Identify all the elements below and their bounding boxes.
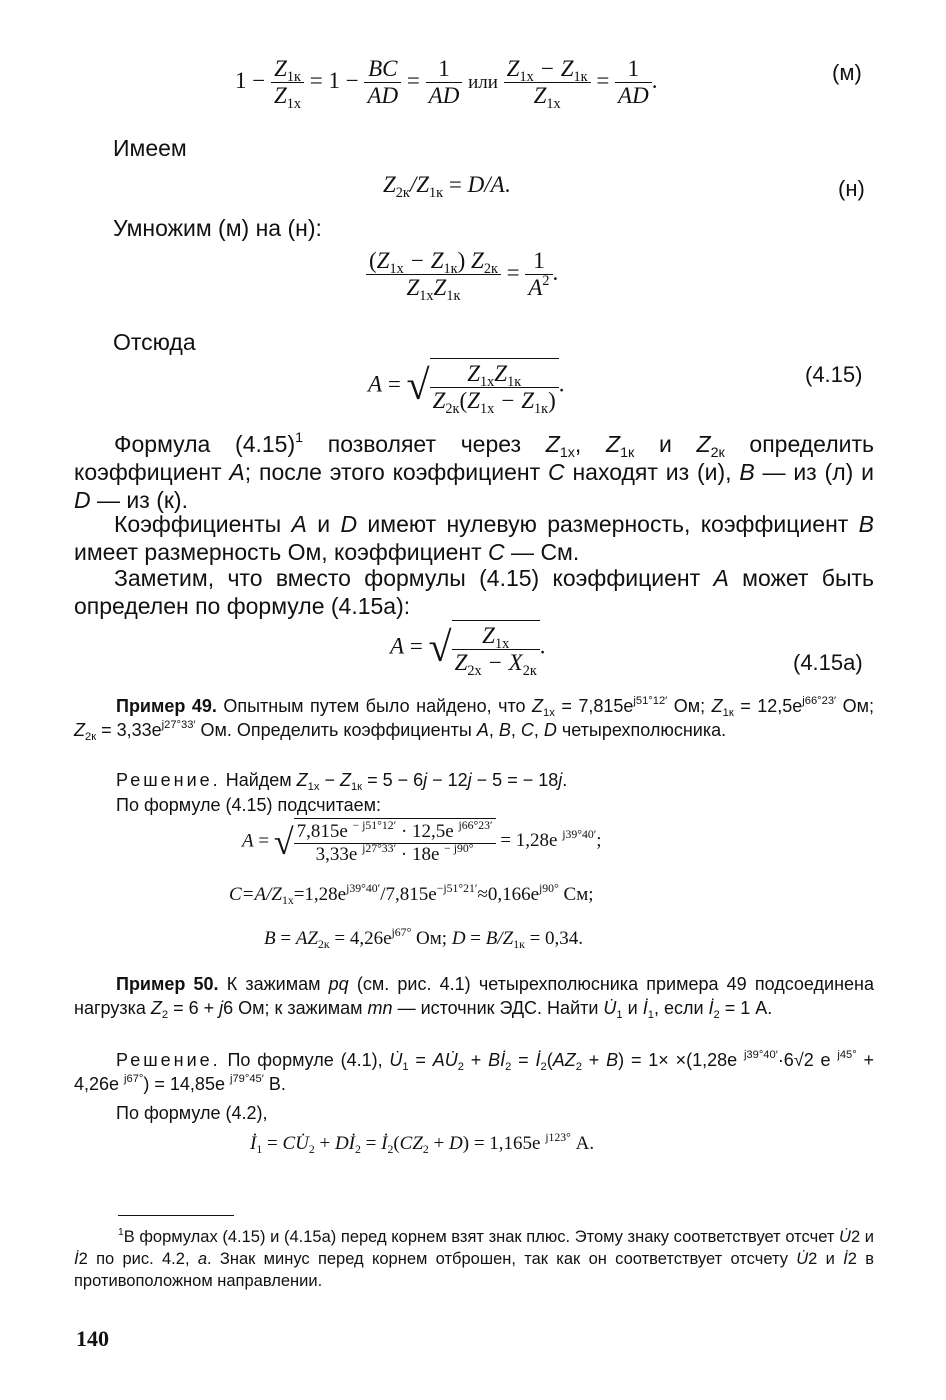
equation-n: $Z_{2к}/Z_{1к} = D/A$.: [383, 172, 511, 201]
equation-number-m: (м): [832, 60, 862, 85]
equation-number-4-15: (4.15): [805, 362, 863, 387]
text-imeem: Имеем: [113, 135, 187, 161]
calc-A: A = √ $\frac{7,815e ^{- j51^\circ 12'} \cdot 12,5e ^{j66^\circ 23'}}{3,33e ^{j27^\circ 33'} \cdot 18e ^{- j90^\circ}}$ = 1,28e $^{j39^\circ 40'}$;: [242, 818, 602, 865]
paragraph-note: Заметим, что вместо формулы (4.15) коэффициент A может быть определен по формуле (4.15а):: [74, 565, 874, 619]
example-50-solution: Решение. По формуле (4.1), $U̇_1$ = $AU̇_2$ + $Bİ_2$ = $İ_2(AZ_2 + B) = 1\times \times(1,28e$ $^{j39^\circ 40'}$·6√2 e $^{j45^\circ}$ + 4,26e $^{j67^\circ}$) = 14,85e $^{j79^\circ 45'}$ В.: [74, 1049, 875, 1094]
equation-number-4-15a: (4.15а): [793, 650, 863, 675]
calc-C: $C=A/Z_{1х}=1,28e^{j39^\circ 40'}/7,815e^{-j51^\circ 21'}\approx 0,166e^{j90^\circ}$ См;: [229, 881, 594, 908]
equation-m: 1 − $\frac{Z_{1к}}{Z_{1х}}$ = 1 − $\frac{BC}{AD}$ = $\frac{1}{AD}$ или $\frac{Z_{1х} - Z_{1к}}{Z_{1х}}$ = $\frac{1}{AD}$ .: [235, 56, 658, 112]
example-50-by-formula: По формуле (4.2),: [116, 1103, 268, 1123]
page-number: 140: [76, 1326, 109, 1351]
example-49: Пример 49. Опытным путем было найдено, что $Z_{1х} = 7,815e^{j51^\circ 12'}$ Ом; $Z_{1к} = 12,5e^{j66^\circ 23'}$ Ом; $Z_{2к} = 3,33e^{j27^\circ 33'}$ Ом. Определить коэффициенты A, B, C, D четырехполюсника.: [74, 695, 874, 743]
text-multiply: Умножим (м) на (н):: [113, 215, 322, 241]
equation-4-15a: A = √ $\frac{Z_{1х}}{Z_{2х} - X_{2к}}$ .: [390, 620, 546, 676]
example-49-by-formula: По формуле (4.15) подсчитаем:: [116, 795, 382, 815]
calc-I1: $İ_1$ = $CU̇_2$ + $Dİ_2$ = $İ_2(CZ_2 + D) = 1,165e$ $^{j123^\circ}$ А.: [250, 1130, 595, 1157]
calc-B-D: $B = AZ_{2к} = 4,26e^{j67^\circ}$ Ом; $D = B/Z_{1к} = 0,34$.: [264, 925, 584, 952]
footnote-rule: [118, 1215, 234, 1216]
example-50: Пример 50. К зажимам pq (см. рис. 4.1) четырехполюсника примера 49 подсоединена нагрузка $Z_2 = 6 + j6$ Ом; к зажимам mn — источник ЭДС. Найти $U̇_1$ и $İ_1$, если $İ_2 = 1$ А.: [74, 974, 875, 1021]
paragraph-coefficients: Коэффициенты A и D имеют нулевую размерность, коэффициент B имеет размерность Ом, коэффициент C — См.: [74, 511, 874, 565]
footnote: $^1$В формулах (4.15) и (4.15а) перед корнем взят знак плюс. Этому знаку соответствует отсчет U̇2 и İ2 по рис. 4.2, а. Знак минус перед корнем отброшен, так как он соответствует отсчету U̇2 и İ2 в противоположном направлении.: [74, 1226, 874, 1290]
text-otsyuda: Отсюда: [113, 329, 196, 355]
or-word: или: [468, 71, 498, 93]
equation-4-15: A = √ $\frac{Z_{1х}Z_{1к}}{Z_{2к}(Z_{1х} - Z_{1к})}$ .: [368, 358, 564, 414]
paragraph-formula-4-15: Формула $(4.15)^1$ позволяет через $Z_{1х}$, $Z_{1к}$ и $Z_{2к}$ определить коэффициент A; после этого коэффициент C находят из (и), B — из (л) и D — из (к).: [74, 430, 874, 513]
example-49-solution: Решение. Найдем $Z_{1х} - Z_{1к} = 5 - 6j - 12j - 5$ = − 18j.: [116, 770, 568, 793]
equation-number-n: (н): [838, 176, 865, 201]
equation-product: $\frac{(Z_{1х} - Z_{1к}) Z_{2к}}{Z_{1х}Z_{1к}}$ = $\frac{1}{A^2}$ .: [366, 248, 558, 301]
